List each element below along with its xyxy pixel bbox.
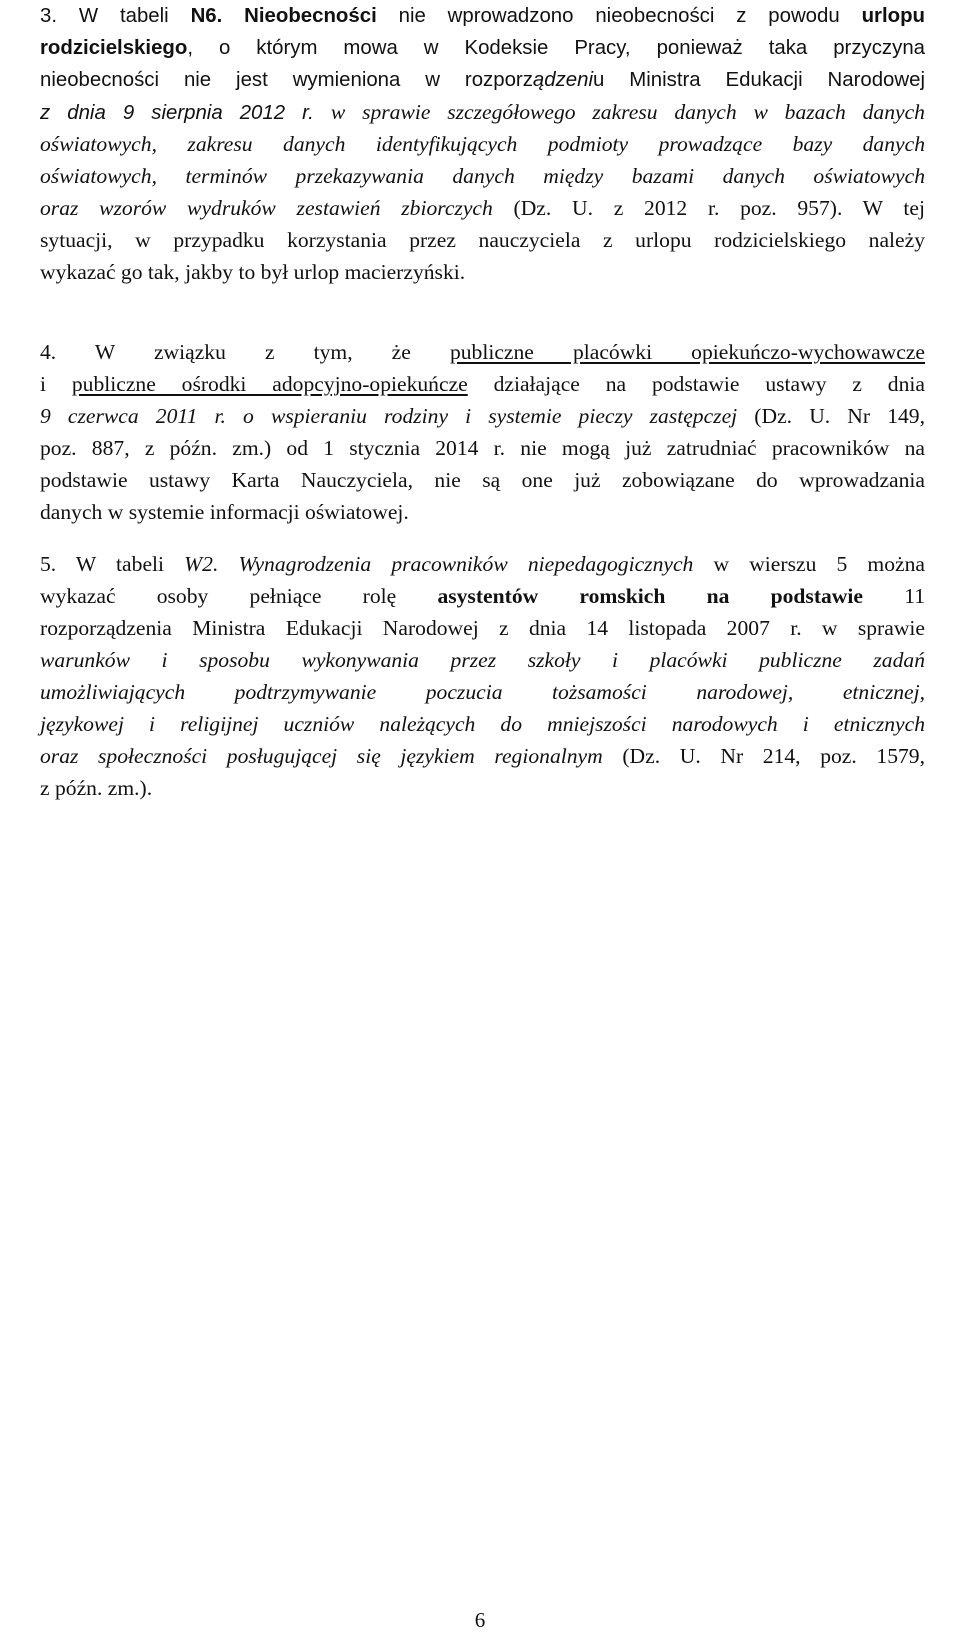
text-run: z późn. zm.). [40, 776, 153, 800]
item-4-line [40, 400, 925, 432]
item-4-line [40, 432, 925, 464]
text-run: Nieobecności [244, 5, 377, 27]
page-number: 6 [474, 1608, 486, 1632]
text-run: umożliwiających podtrzymywanie poczucia tożsamości narodowej, etnicznej, [40, 680, 925, 704]
item-5-line [40, 740, 925, 772]
text-run: 4. W związku z tym, że [40, 340, 450, 364]
item-5-line [40, 580, 925, 612]
text-run: oświatowych, zakresu danych identyfikujących podmioty prowadzące bazy danych [40, 132, 925, 156]
item-5-line [40, 548, 925, 580]
text-run: wykazać osoby pełniące rolę [40, 584, 438, 608]
text-run: 11 [863, 584, 925, 608]
text-run: z dnia 9 sierpnia 2012 r. [40, 102, 331, 124]
text-run: danych w systemie informacji oświatowej. [40, 500, 409, 524]
text-run: językowej i religijnej uczniów należących do mniejszości narodowych i etnicznych [40, 712, 925, 736]
text-run: w sprawie szczegółowego zakresu danych w bazach danych [330, 100, 925, 124]
item-4-line [40, 496, 925, 528]
text-run: asystentów romskich na podstawie [437, 584, 863, 608]
text-run: oraz społeczności posługującej się językiem regionalnym [40, 744, 603, 768]
text-run: urlopu [861, 5, 925, 27]
item-5-line [40, 772, 925, 804]
item-3-line [40, 32, 925, 64]
item-3-line [40, 256, 925, 288]
text-run: nieobecności nie jest wymieniona w rozporz [40, 69, 533, 91]
text-run: , o którym mowa w Kodeksie Pracy, ponieważ taka przyczyna [187, 37, 925, 59]
item-5-line [40, 676, 925, 708]
item-3-line [40, 96, 925, 128]
text-run: publiczne ośrodki adopcyjno-opiekuńcze [71, 372, 468, 396]
text-run: rodzicielskiego [40, 37, 188, 59]
text-run: (Dz. U. Nr 214, poz. 1579, [602, 744, 925, 768]
text-run: (Dz. U. z 2012 r. poz. 957). W tej [492, 196, 925, 220]
item-5-line [40, 644, 925, 676]
text-run: oraz wzorów wydruków zestawień zbiorczych [40, 196, 493, 220]
item-3-line [40, 224, 925, 256]
item-3-line [40, 128, 925, 160]
text-run: 5. W tabeli [40, 552, 185, 576]
text-run: w wierszu 5 można [693, 552, 925, 576]
text-run: publiczne placówki opiekuńczo-wychowawcze [449, 340, 925, 364]
item-3-line [40, 64, 925, 96]
item-4-line [40, 464, 925, 496]
text-run: warunków i sposobu wykonywania przez szkoły i placówki publiczne zadań [40, 648, 925, 672]
text-run: nie wprowadzono nieobecności z powodu [376, 5, 862, 27]
text-run: podstawie ustawy Karta Nauczyciela, nie są one już zobowiązane do wprowadzania [40, 468, 925, 492]
item-3-line [40, 160, 925, 192]
text-run: działające na podstawie ustawy z dnia [467, 372, 925, 396]
item-3-line [40, 192, 925, 224]
item-3-line [40, 0, 925, 32]
text-run: 9 czerwca 2011 r. o wspieraniu rodziny i systemie pieczy zastępczej [40, 404, 738, 428]
item-4-line [40, 336, 925, 368]
item-4-line [40, 368, 925, 400]
text-run: oświatowych, terminów przekazywania danych między bazami danych oświatowych [40, 164, 925, 188]
text-run: sytuacji, w przypadku korzystania przez nauczyciela z urlopu rodzicielskiego należy [40, 228, 925, 252]
text-run: 3. W tabeli [40, 5, 191, 27]
text-run: N6. [190, 5, 223, 27]
text-run: poz. 887, z późn. zm.) od 1 stycznia 2014 r. nie mogą już zatrudniać pracowników na [40, 436, 925, 460]
text-run: ądzeni [532, 69, 593, 91]
text-run: (Dz. U. Nr 149, [737, 404, 926, 428]
text-run [222, 5, 244, 27]
text-run: wykazać go tak, jakby to był urlop macierzyński. [40, 260, 466, 284]
text-run: i [40, 372, 72, 396]
text-run: rozporządzenia Ministra Edukacji Narodowej z dnia 14 listopada 2007 r. w sprawie [40, 616, 925, 640]
item-5-line [40, 612, 925, 644]
text-run: W2. Wynagrodzenia pracowników niepedagogicznych [184, 552, 694, 576]
item-5-line [40, 708, 925, 740]
text-run: u Ministra Edukacji Narodowej [593, 69, 925, 91]
